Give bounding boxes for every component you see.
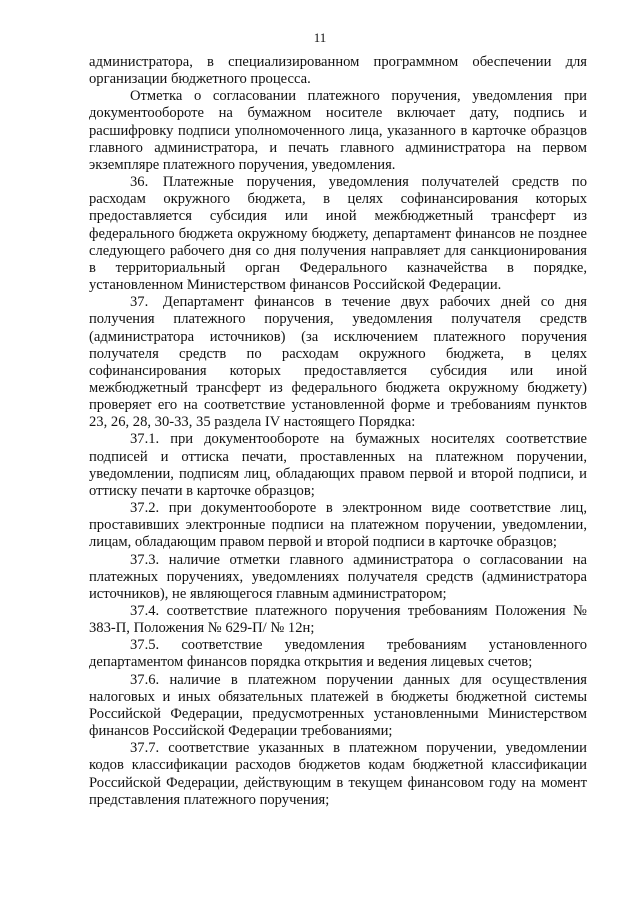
paragraph-37-1: 37.1. при документообороте на бумажных носителях соответствие подписей и оттиска печати, проставленных на платежном поручении, уведомлении, подписям лиц, обладающих правом первой и второй подписи, и оттиску печати в карточке образцов; bbox=[89, 431, 587, 499]
paragraph-37-4: 37.4. соответствие платежного поручения требованиям Положения № 383-П, Положения № 629-П/ № 12н; bbox=[89, 603, 587, 637]
paragraph-36: 36. Платежные поручения, уведомления получателей средств по расходам окружного бюджета, в целях софинансирования которых предоставляется субсидия или иной межбюджетный трансферт из федерального бюджета окружному бюджету, департамент финансов не позднее следующего рабочего дня со дня получения направляет для санкционирования в территориальный орган Федерального казначейства в порядке, установленном Министерством финансов Российской Федерации. bbox=[89, 174, 587, 294]
paragraph-37: 37. Департамент финансов в течение двух рабочих дней со дня получения платежного поручения, уведомления получателя средств (администратора источников) (за исключением платежного поручения получателя средств по расходам окружного бюджета, в целях софинансирования которых предоставляется субсидия или иной межбюджетный трансферт из федерального бюджета окружному бюджету) проверяет его на соответствие установленной форме и требованиям пунктов 23, 26, 28, 30-33, 35 раздела IV настоящего Порядка: bbox=[89, 294, 587, 431]
paragraph-37-5: 37.5. соответствие уведомления требованиям установленного департаментом финансов порядка открытия и ведения лицевых счетов; bbox=[89, 637, 587, 671]
paragraph-37-7: 37.7. соответствие указанных в платежном поручении, уведомлении кодов классификации расходов бюджетов кодам бюджетной классификации Российской Федерации, действующим в текущем финансовом году на момент представления платежного поручения; bbox=[89, 740, 587, 808]
paragraph-37-3: 37.3. наличие отметки главного администратора о согласовании на платежных поручениях, уведомлениях получателя средств (администратора источников), не являющегося главным администратором; bbox=[89, 551, 587, 602]
paragraph-approval-mark: Отметка о согласовании платежного поручения, уведомления при документообороте на бумажном носителе включает дату, подпись и расшифровку подписи уполномоченного лица, указанного в карточке образцов главного администратора, и печать главного администратора на первом экземпляре платежного поручения, уведомления. bbox=[89, 88, 587, 173]
paragraph-continuation: администратора, в специализированном программном обеспечении для организации бюджетного процесса. bbox=[89, 54, 587, 88]
paragraph-37-2: 37.2. при документообороте в электронном виде соответствие лиц, проставивших электронные подписи на платежном поручении, уведомлении, лицам, обладающим правом первой и второй подписи в карточке образцов; bbox=[89, 500, 587, 551]
page-number: 11 bbox=[313, 30, 327, 45]
paragraph-37-6: 37.6. наличие в платежном поручении данных для осуществления налоговых и иных обязательных платежей в бюджеты бюджетной системы Российской Федерации, предусмотренных установленными Министерством финансов Российской Федерации требованиями; bbox=[89, 671, 587, 740]
document-body bbox=[89, 54, 587, 809]
